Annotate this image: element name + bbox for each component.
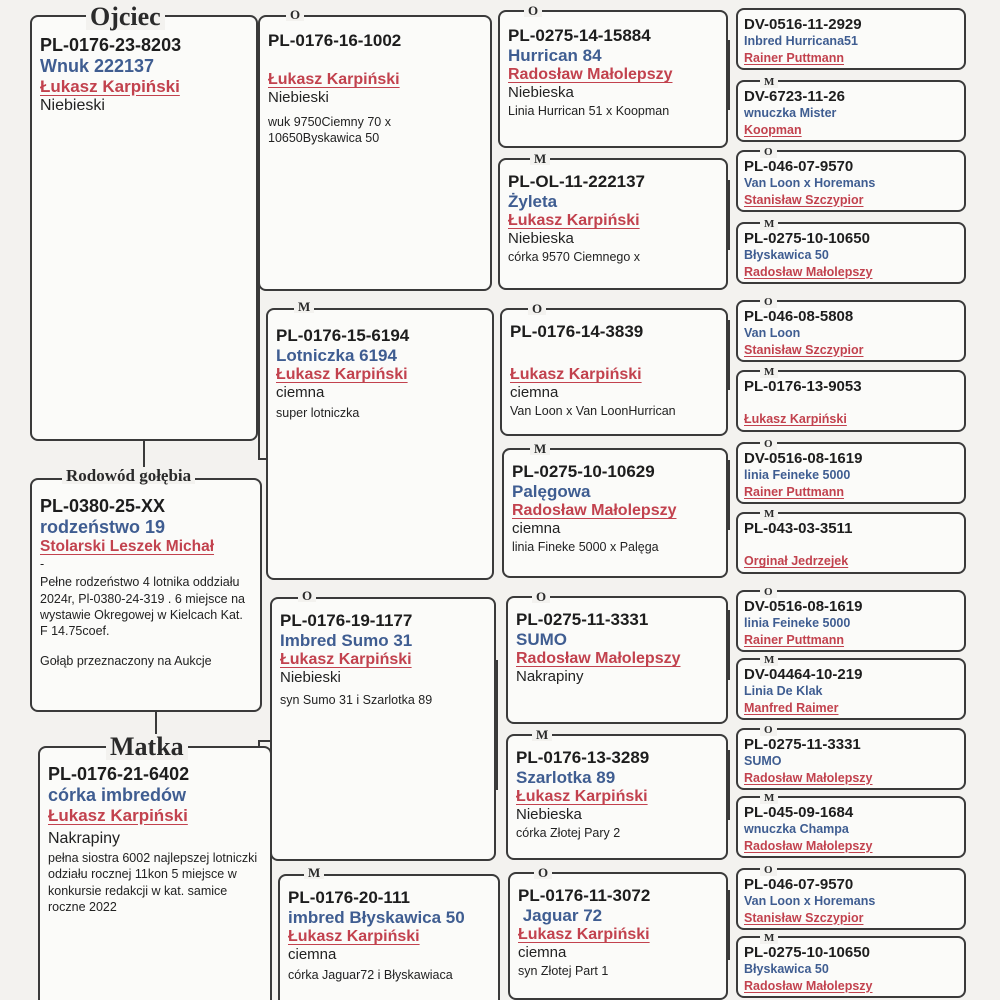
gen4-ring: DV-04464-10-219 [744, 666, 863, 683]
gen4-box [736, 796, 966, 858]
gen2-color: Niebieski [280, 669, 341, 686]
connector-line [496, 660, 498, 790]
mother-color: Nakrapiny [48, 830, 121, 847]
gen4-owner: Rainer Puttmann [744, 50, 845, 65]
gen3-name: Hurrican 84 [508, 46, 602, 65]
gen3-name [510, 342, 718, 366]
gen4-owner: Koopman [744, 122, 802, 137]
gen3-tag: M [532, 728, 552, 741]
gen3-name: Jaguar 72 [518, 906, 603, 925]
gen3-owner: Łukasz Karpiński [516, 788, 648, 805]
gen2-box [266, 308, 494, 580]
gen4-tag: O [760, 865, 777, 876]
gen4-tag: O [760, 587, 777, 598]
gen3-color: ciemna [510, 384, 559, 401]
mother-note: pełna siostra 6002 najlepszej lotniczki odziału rocznej 11kon 5 miejsce w konkursie redakcji w kat. samice roczne 2022 [48, 851, 258, 914]
gen4-name [744, 537, 958, 553]
gen4-ring: DV-6723-11-26 [744, 88, 845, 105]
gen4-owner: Łukasz Karpiński [744, 412, 847, 427]
gen4-box [736, 8, 966, 70]
gen4-box [736, 442, 966, 504]
gen3-ring: PL-0275-14-15884 [508, 26, 651, 45]
gen2-tag: O [286, 8, 304, 21]
gen3-box [500, 308, 728, 436]
connector-line [728, 320, 730, 390]
gen4-ring: PL-0275-10-10650 [744, 944, 870, 961]
gen3-color: Niebieska [508, 84, 574, 101]
gen4-name [744, 395, 958, 411]
gen3-owner: Łukasz Karpiński [510, 366, 642, 383]
mother-label: Matka [106, 734, 188, 760]
gen2-ring: PL-0176-15-6194 [276, 326, 410, 345]
gen3-ring: PL-0176-14-3839 [510, 322, 644, 341]
gen4-owner: Stanisław Szczypior [744, 192, 864, 207]
gen2-ring: PL-0176-19-1177 [280, 611, 413, 630]
gen2-note: syn Sumo 31 i Szarlotka 89 [280, 693, 433, 707]
gen4-name: Inbred Hurricana51 [744, 34, 858, 49]
gen4-tag: M [760, 655, 778, 666]
gen4-box [736, 728, 966, 790]
gen4-box [736, 868, 966, 930]
pigeon-label: Rodowód gołębia [62, 467, 195, 484]
gen4-tag: M [760, 793, 778, 804]
gen4-name: Van Loon [744, 326, 801, 341]
gen3-owner: Radosław Małolepszy [512, 502, 677, 519]
gen4-box [736, 222, 966, 284]
pigeon-note-auction: Gołąb przeznaczony na Aukcje [40, 654, 212, 669]
gen3-box [506, 734, 728, 860]
gen4-ring: PL-0275-10-10650 [744, 230, 870, 247]
gen4-owner: Manfred Raimer [744, 700, 839, 715]
gen4-owner: Stanisław Szczypior [744, 342, 864, 357]
gen3-owner: Radosław Małolepszy [516, 650, 681, 667]
mother-owner: Łukasz Karpiński [48, 806, 188, 825]
connector-line [728, 890, 730, 960]
gen4-box [736, 590, 966, 652]
gen3-tag: M [530, 442, 550, 455]
connector-line [728, 40, 730, 110]
gen4-box [736, 300, 966, 362]
gen4-name: Van Loon x Horemans [744, 176, 876, 191]
gen2-name: imbred Błyskawica 50 [288, 908, 465, 927]
gen2-box [270, 597, 496, 861]
gen4-name: Linia De Klak [744, 684, 823, 699]
gen3-box [498, 10, 728, 148]
gen4-ring: PL-046-07-9570 [744, 876, 854, 893]
gen4-name: SUMO [744, 754, 782, 769]
gen2-note: córka Jaguar72 i Błyskawiaca [288, 968, 453, 982]
gen4-owner: Radosław Małolepszy [744, 770, 873, 785]
father-name: Wnuk 222137 [40, 56, 155, 76]
gen4-ring: PL-046-08-5808 [744, 308, 854, 325]
mother-box [38, 746, 272, 1000]
gen4-owner: Radosław Małolepszy [744, 978, 873, 993]
connector-line [728, 460, 730, 530]
gen2-name: Imbred Sumo 31 [280, 631, 413, 650]
connector-line [728, 610, 730, 680]
gen3-color: Niebieska [516, 806, 582, 823]
father-ring: PL-0176-23-8203 [40, 35, 182, 55]
gen4-box [736, 370, 966, 432]
gen4-tag: M [760, 933, 778, 944]
gen4-name: linia Feineke 5000 [744, 616, 851, 631]
gen3-name: Szarlotka 89 [516, 768, 616, 787]
pigeon-box [30, 478, 262, 712]
gen2-owner: Łukasz Karpiński [280, 651, 412, 668]
gen3-owner: Łukasz Karpiński [508, 212, 640, 229]
gen3-owner: Radosław Małolepszy [508, 66, 673, 83]
gen3-color: Niebieska [508, 230, 574, 247]
gen4-name: wnuczka Mister [744, 106, 837, 121]
gen2-color: Niebieski [268, 89, 329, 106]
gen4-tag: O [760, 297, 777, 308]
gen4-box [736, 658, 966, 720]
gen4-name: wnuczka Champa [744, 822, 849, 837]
gen3-note: syn Złotej Part 1 [518, 964, 609, 978]
gen4-ring: PL-0275-11-3331 [744, 736, 861, 753]
gen4-owner: Radosław Małolepszy [744, 264, 873, 279]
gen3-box [498, 158, 728, 290]
gen3-ring: PL-0275-11-3331 [516, 610, 649, 629]
mother-ring: PL-0176-21-6402 [48, 764, 190, 784]
gen3-box [508, 872, 728, 1000]
gen3-tag: M [530, 152, 550, 165]
gen4-box [736, 150, 966, 212]
gen3-tag: O [528, 302, 546, 315]
gen3-tag: O [532, 590, 550, 603]
gen4-ring: DV-0516-08-1619 [744, 598, 863, 615]
gen4-owner: Rainer Puttmann [744, 632, 845, 647]
gen4-box [736, 936, 966, 998]
gen2-box [278, 874, 500, 1000]
gen2-owner: Łukasz Karpiński [288, 928, 420, 945]
gen3-note: Van Loon x Van LoonHurrican [510, 404, 676, 418]
connector-line [728, 180, 730, 250]
gen4-tag: O [760, 439, 777, 450]
gen3-owner: Łukasz Karpiński [518, 926, 650, 943]
gen2-owner: Łukasz Karpiński [276, 366, 408, 383]
gen3-note: córka Złotej Pary 2 [516, 826, 621, 840]
gen4-tag: M [760, 509, 778, 520]
gen4-tag: O [760, 725, 777, 736]
gen4-tag: M [760, 77, 778, 88]
mother-name: córka imbredów [48, 785, 187, 805]
gen4-owner: Radosław Małolepszy [744, 838, 873, 853]
gen3-note: linia Fineke 5000 x Palęga [512, 540, 659, 554]
gen3-name: Żyleta [508, 192, 558, 211]
pigeon-ring: PL-0380-25-XX [40, 496, 166, 516]
gen3-ring: PL-0176-11-3072 [518, 886, 651, 905]
gen3-box [502, 448, 728, 578]
gen4-box [736, 512, 966, 574]
gen4-tag: M [760, 367, 778, 378]
gen4-tag: O [760, 147, 777, 158]
gen2-ring: PL-0176-20-111 [288, 888, 410, 907]
father-box [30, 15, 258, 441]
gen3-name: SUMO [516, 630, 567, 649]
gen3-tag: O [534, 866, 552, 879]
pigeon-note: Pełne rodzeństwo 4 lotnika oddziału 2024r, Pl-0380-24-319 . 6 miejsce na wystawie Okregowej w Kielcach Kat. F 14.75coef. [40, 575, 245, 638]
pigeon-dash: - [40, 557, 45, 571]
gen2-note: super lotniczka [276, 406, 360, 420]
gen4-ring: PL-0176-13-9053 [744, 378, 862, 395]
gen4-name: Van Loon x Horemans [744, 894, 876, 909]
father-owner: Łukasz Karpiński [40, 77, 180, 96]
gen4-owner: Orginał Jedrzejek [744, 554, 849, 569]
gen4-ring: DV-0516-08-1619 [744, 450, 863, 467]
gen4-name: Błyskawica 50 [744, 248, 829, 263]
gen3-color: ciemna [512, 520, 561, 537]
gen4-tag: M [760, 219, 778, 230]
gen3-color: Nakrapiny [516, 668, 584, 685]
gen3-note: Linia Hurrican 51 x Koopman [508, 104, 670, 118]
connector-line [728, 750, 730, 820]
gen2-tag: O [298, 589, 316, 602]
gen2-color: ciemna [288, 946, 337, 963]
connector-line [258, 740, 270, 742]
gen3-note: córka 9570 Ciemnego x [508, 250, 641, 264]
father-color: Niebieski [40, 97, 105, 114]
gen3-name: Palęgowa [512, 482, 591, 501]
gen3-box [506, 596, 728, 724]
gen4-name: Błyskawica 50 [744, 962, 829, 977]
gen4-box [736, 80, 966, 142]
gen2-tag: M [294, 300, 314, 313]
gen3-ring: PL-0176-13-3289 [516, 748, 650, 767]
gen4-ring: PL-043-03-3511 [744, 520, 853, 537]
gen2-owner: Łukasz Karpiński [268, 71, 400, 88]
gen4-ring: DV-0516-11-2929 [744, 16, 862, 33]
gen4-owner: Stanisław Szczypior [744, 910, 864, 925]
gen3-ring: PL-0275-10-10629 [512, 462, 655, 481]
gen2-ring: PL-0176-16-1002 [268, 31, 402, 50]
pigeon-owner: Stolarski Leszek Michał [40, 538, 215, 555]
gen4-ring: PL-046-07-9570 [744, 158, 854, 175]
gen4-ring: PL-045-09-1684 [744, 804, 854, 821]
gen2-tag: M [304, 866, 324, 879]
gen3-tag: O [524, 4, 542, 17]
gen3-ring: PL-OL-11-222137 [508, 172, 646, 191]
gen2-name [268, 51, 482, 71]
father-label: Ojciec [86, 4, 165, 30]
gen2-name: Lotniczka 6194 [276, 346, 397, 365]
gen2-box [258, 15, 492, 291]
gen4-name: linia Feineke 5000 [744, 468, 851, 483]
pigeon-name: rodzeństwo 19 [40, 517, 166, 537]
gen2-color: ciemna [276, 384, 325, 401]
gen3-color: ciemna [518, 944, 567, 961]
gen4-owner: Rainer Puttmann [744, 484, 845, 499]
gen2-note: wuk 9750Ciemny 70 x 10650Byskawica 50 [268, 115, 391, 146]
